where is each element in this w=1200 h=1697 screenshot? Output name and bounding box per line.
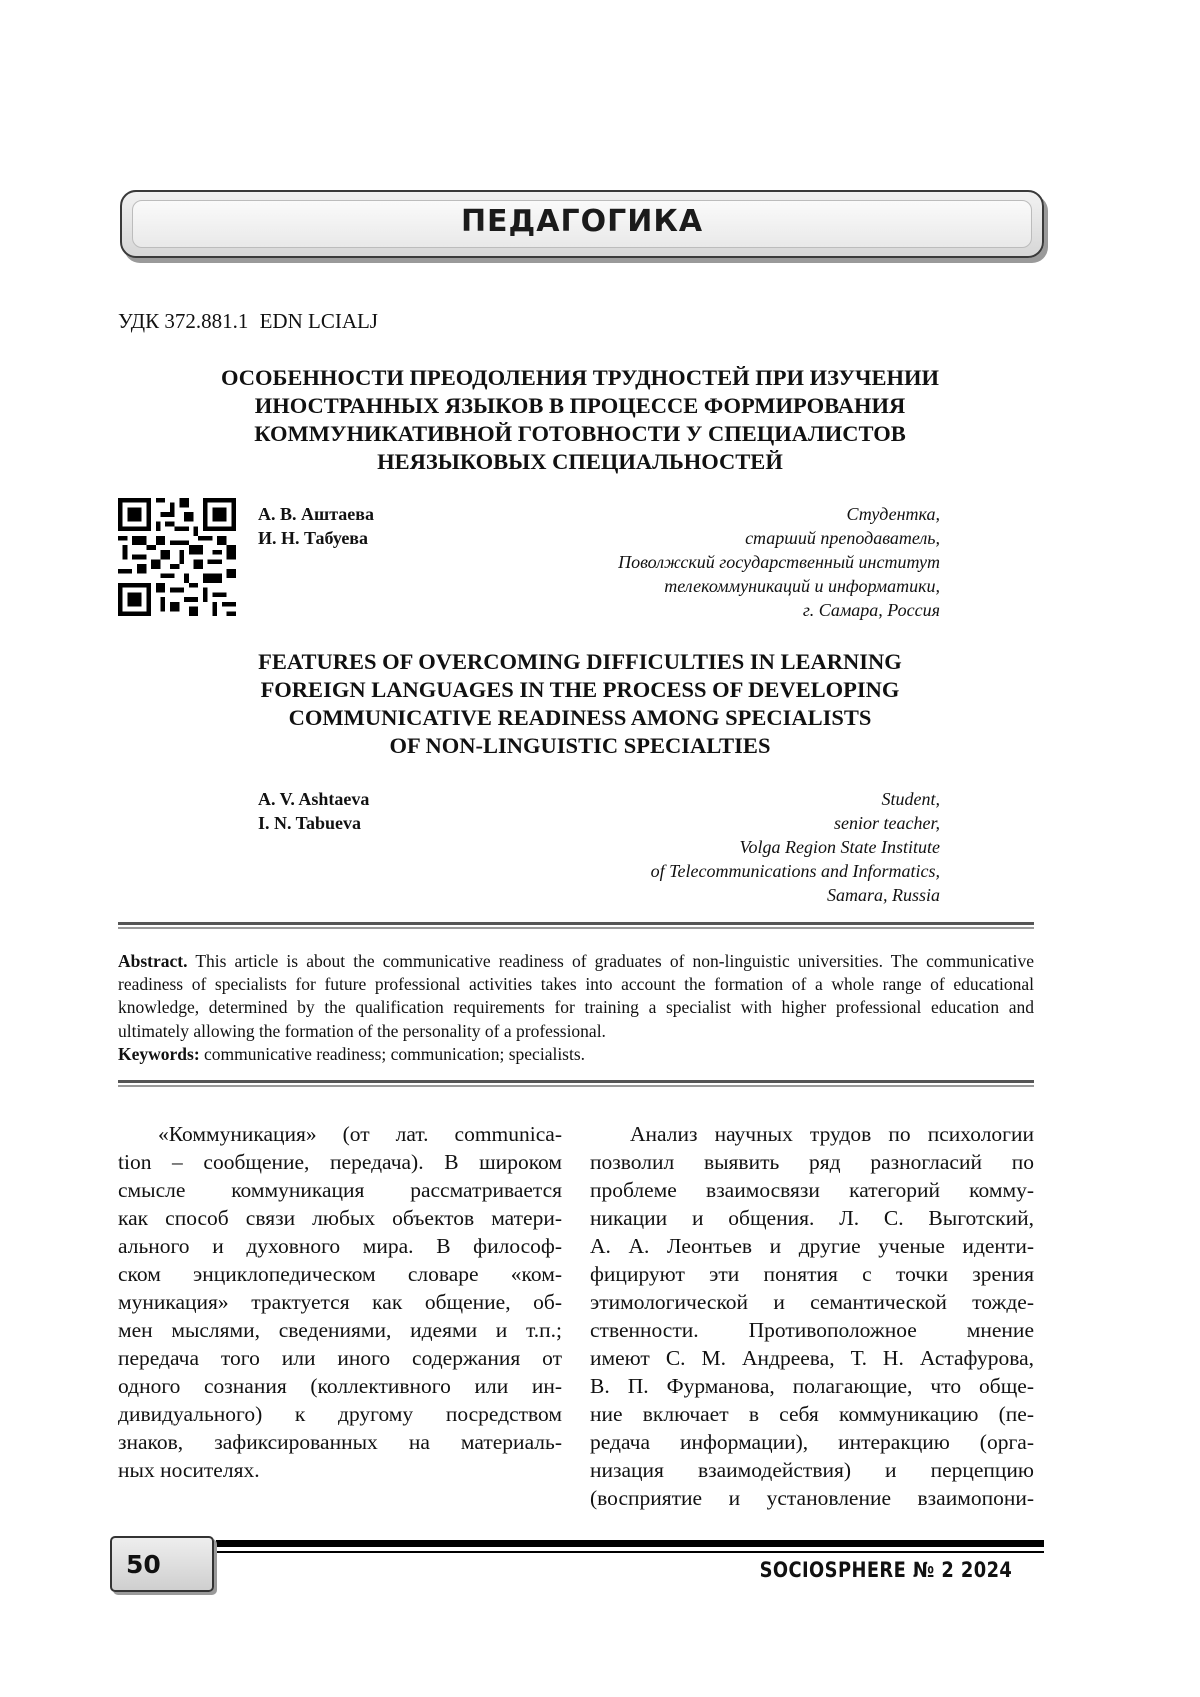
page-number: 50	[126, 1550, 161, 1579]
affiliation-line: г. Самара, Россия	[802, 600, 940, 620]
section-banner	[120, 190, 1044, 258]
authors-ru	[258, 502, 374, 550]
body-line: проблеме взаимосвязи категорий комму-	[590, 1178, 1034, 1202]
section-title: ПЕДАГОГИКА	[460, 204, 704, 239]
edn-code: EDN LCIALJ	[259, 309, 378, 333]
authors-en	[258, 787, 369, 835]
affiliation-line: Samara, Russia	[826, 885, 940, 905]
abstract-label: Abstract.	[118, 951, 188, 971]
body-line: никации и общения. Л. С. Выготский,	[590, 1206, 1034, 1230]
title-en-line: FOREIGN LANGUAGES IN THE PROCESS OF DEVELOPING	[260, 677, 900, 702]
body-line: низация взаимодействия) и перцепцию	[590, 1458, 1034, 1482]
body-line: смысле коммуникация рассматривается	[118, 1178, 562, 1202]
author-name: И. Н. Табуева	[258, 528, 369, 548]
body-line: как способ связи любых объектов матери-	[118, 1206, 562, 1230]
body-line: «Коммуникация» (от лат. communica-	[158, 1122, 562, 1146]
body-line: ние включает в себя коммуникацию (пе-	[590, 1402, 1034, 1426]
body-line: ального и духовного мира. В философ-	[118, 1234, 562, 1258]
body-line: этимологической и семантической тожде-	[590, 1290, 1034, 1314]
title-en-line: FEATURES OF OVERCOMING DIFFICULTIES IN LEARNING	[258, 649, 902, 674]
udk-code: УДК 372.881.1	[118, 309, 249, 333]
body-column-left	[118, 1120, 562, 1484]
body-line: редача информации), интеракцию (орга-	[590, 1430, 1034, 1454]
author-name: A. V. Ashtaeva	[258, 789, 370, 809]
body-line: В. П. Фурманова, полагающие, что обще-	[590, 1374, 1034, 1398]
qr-code	[118, 498, 236, 616]
abstract-text: This article is about the communicative readiness of graduates of non-linguistic universities. The communicative readiness of specialists for future professional activities takes into account the formation of a whole range of educational knowledge, determined by the qualification requirements for training a specialist with higher professional education and ultimately allowing the formation of the personality of a professional.	[118, 951, 1034, 1041]
affiliation-ru	[618, 502, 940, 622]
abstract-top-rule	[118, 922, 1034, 929]
body-line: знаков, зафиксированных на материаль-	[118, 1430, 562, 1454]
body-line: ском энциклопедическом словаре «ком-	[118, 1262, 562, 1286]
title-ru-line: ОСОБЕННОСТИ ПРЕОДОЛЕНИЯ ТРУДНОСТЕЙ ПРИ ИЗУЧЕНИИ	[220, 365, 939, 390]
classification-codes	[118, 309, 378, 334]
body-line: дивидуального) к другому посредством	[118, 1402, 562, 1426]
footer-rules	[216, 1540, 1044, 1553]
body-line: (восприятие и установление взаимопони-	[590, 1486, 1034, 1510]
abstract-bottom-rule	[118, 1080, 1034, 1087]
author-name: I. N. Tabueva	[258, 813, 362, 833]
article-title-ru	[150, 364, 1010, 476]
body-line: А. А. Леонтьев и другие ученые иденти-	[590, 1234, 1034, 1258]
body-line: одного сознания (коллективного или ин-	[118, 1374, 562, 1398]
affiliation-line: Поволжский государственный институт	[618, 552, 940, 572]
affiliation-line: Студентка,	[846, 504, 940, 524]
affiliation-line: of Telecommunications and Informatics,	[650, 861, 940, 881]
body-line: фицируют эти понятия с точки зрения	[590, 1262, 1034, 1286]
keywords-label: Keywords:	[118, 1043, 200, 1064]
body-line: Анализ научных трудов по психологии	[630, 1122, 1034, 1146]
title-en-line: COMMUNICATIVE READINESS AMONG SPECIALISTS	[288, 705, 872, 730]
journal-title: SOCIOSPHERE № 2 2024	[759, 1558, 1012, 1582]
body-column-right	[590, 1120, 1034, 1512]
affiliation-line: Volga Region State Institute	[739, 837, 940, 857]
author-name: А. В. Аштаева	[258, 504, 374, 524]
body-line: tion – сообщение, передача). В широком	[118, 1150, 562, 1174]
affiliation-line: старший преподаватель,	[745, 528, 940, 548]
title-ru-line: НЕЯЗЫКОВЫХ СПЕЦИАЛЬНОСТЕЙ	[377, 449, 783, 474]
page-number-box	[110, 1536, 214, 1592]
affiliation-line: senior teacher,	[834, 813, 940, 833]
body-line: позволил выявить ряд разногласий по	[590, 1150, 1034, 1174]
keywords-text: communicative readiness; communication; specialists.	[204, 1043, 586, 1064]
title-ru-line: ИНОСТРАННЫХ ЯЗЫКОВ В ПРОЦЕССЕ ФОРМИРОВАНИЯ	[254, 393, 906, 418]
article-title-en	[150, 648, 1010, 760]
affiliation-line: Student,	[881, 789, 940, 809]
title-ru-line: КОММУНИКАТИВНОЙ ГОТОВНОСТИ У СПЕЦИАЛИСТОВ	[254, 421, 906, 446]
affiliation-line: телекоммуникаций и информатики,	[664, 576, 940, 596]
body-line: муникация» трактуется как общение, об-	[118, 1290, 562, 1314]
abstract	[118, 950, 1034, 1066]
body-line: имеют С. М. Андреева, Т. Н. Астафурова,	[590, 1346, 1034, 1370]
body-line: передача того или иного содержания от	[118, 1346, 562, 1370]
body-line: мен мыслями, сведениями, идеями и т.п.;	[118, 1318, 562, 1342]
body-line: ственности. Противоположное мнение	[590, 1318, 1034, 1342]
title-en-line: OF NON-LINGUISTIC SPECIALTIES	[389, 733, 771, 758]
affiliation-en	[651, 787, 940, 907]
body-line: ных носителях.	[118, 1458, 260, 1482]
